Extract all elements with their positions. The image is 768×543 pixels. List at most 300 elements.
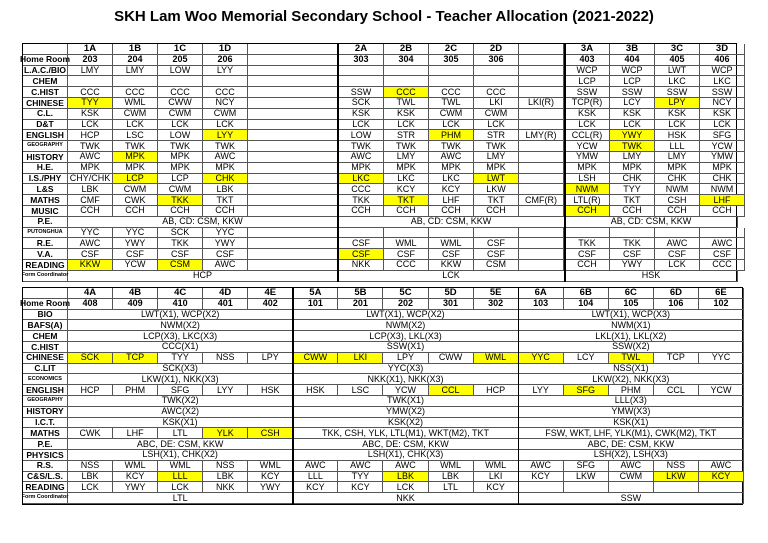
cell-gap <box>248 141 338 152</box>
teacher-cell: LLL <box>293 472 338 483</box>
teacher-cell: MPK <box>113 152 158 163</box>
teacher-cell: NWM <box>700 184 745 195</box>
subject-label: V.A. <box>23 249 68 260</box>
teacher-cell: LTL <box>158 428 203 439</box>
teacher-cell: LMY <box>474 152 519 163</box>
teacher-cell: LCK <box>339 120 384 131</box>
teacher-cell: LCK <box>655 260 700 271</box>
teacher-cell: LYY <box>203 130 248 141</box>
teacher-cell <box>519 109 564 120</box>
teacher-cell: YCW <box>113 260 158 271</box>
teacher-cell: AWC <box>700 238 745 249</box>
class-header-2a: 2A <box>339 44 384 55</box>
class-header-5b: 5B <box>338 288 383 299</box>
teacher-cell: CCH <box>113 206 158 217</box>
teacher-cell: CWW <box>429 353 474 364</box>
teacher-cell: LKI(R) <box>519 98 564 109</box>
teacher-cell: NKK <box>339 260 384 271</box>
teacher-cell: LPY <box>248 353 293 364</box>
teacher-cell: LBK <box>68 184 113 195</box>
teacher-cell: LCP <box>565 76 610 87</box>
shared-allocation: KSK(X1) <box>68 418 293 429</box>
subject-label: P.E. <box>23 439 68 450</box>
cell-gap <box>248 228 338 239</box>
teacher-cell: LCK <box>700 120 745 131</box>
subject-label: P.E. <box>23 217 68 228</box>
teacher-cell: LCK <box>158 120 203 131</box>
teacher-cell: YYC <box>519 353 564 364</box>
teacher-cell: LCK <box>429 120 474 131</box>
teacher-cell: LKC <box>339 174 384 185</box>
teacher-cell <box>339 66 384 77</box>
teacher-cell: LMY <box>113 66 158 77</box>
teacher-cell: LWT <box>474 174 519 185</box>
teacher-cell: TYY <box>610 184 655 195</box>
teacher-cell: TKK <box>565 238 610 249</box>
subject-label: CHEM <box>23 331 68 342</box>
teacher-cell: AWC <box>519 461 564 472</box>
cell-gap <box>248 120 338 131</box>
shared-allocation: LSH(X1), CHK(X3) <box>293 450 518 461</box>
subject-label: PHYSICS <box>23 450 68 461</box>
subject-label: L&S <box>23 184 68 195</box>
teacher-cell: CCH <box>474 206 519 217</box>
teacher-cell: STR <box>474 130 519 141</box>
shared-allocation: LWT(X1), WCP(X2) <box>68 310 293 321</box>
teacher-cell: LCY <box>564 353 609 364</box>
teacher-cell: TWK <box>610 141 655 152</box>
shared-allocation: NWM(X1) <box>519 320 744 331</box>
teacher-cell: CCH <box>565 260 610 271</box>
teacher-cell: WML <box>474 353 519 364</box>
teacher-cell: CMF <box>68 195 113 206</box>
teacher-cell <box>384 228 429 239</box>
teacher-cell <box>519 76 564 87</box>
class-header-4c: 4C <box>158 288 203 299</box>
subject-label: CHINESE <box>23 353 68 364</box>
teacher-cell: LCK <box>113 120 158 131</box>
teacher-cell: KCY <box>429 184 474 195</box>
teacher-cell: CSF <box>158 249 203 260</box>
teacher-cell: CCH <box>203 206 248 217</box>
teacher-cell: LHF <box>113 428 158 439</box>
teacher-cell: LCK <box>158 482 203 493</box>
teacher-cell: LYY <box>203 66 248 77</box>
teacher-cell: LCK <box>203 120 248 131</box>
shared-allocation: LTL <box>68 493 293 504</box>
teacher-cell: MPK <box>655 163 700 174</box>
teacher-cell: CCC <box>384 260 429 271</box>
teacher-cell: LYY <box>519 385 564 396</box>
teacher-cell: KSK <box>700 109 745 120</box>
shared-allocation: YMW(X3) <box>519 407 744 418</box>
teacher-cell: LYY <box>203 385 248 396</box>
home-room-number: 403 <box>565 55 610 66</box>
teacher-cell: TKT <box>203 195 248 206</box>
teacher-cell: AWC <box>429 152 474 163</box>
teacher-cell: WML <box>113 461 158 472</box>
teacher-cell: CSF <box>203 249 248 260</box>
subject-label: I.S./PHY <box>23 174 68 185</box>
teacher-cell <box>519 228 564 239</box>
teacher-cell: SSW <box>700 87 745 98</box>
shared-allocation: KSK(X2) <box>293 418 518 429</box>
teacher-cell: CSF <box>339 249 384 260</box>
teacher-cell: CCC <box>474 87 519 98</box>
shared-allocation: KSK(X1) <box>519 418 744 429</box>
teacher-cell <box>384 76 429 87</box>
teacher-cell: LCK <box>68 482 113 493</box>
teacher-cell: KCY <box>248 472 293 483</box>
shared-allocation: TWK(X2) <box>68 396 293 407</box>
teacher-cell: CSF <box>655 249 700 260</box>
teacher-cell: LLL <box>655 141 700 152</box>
teacher-cell: LOW <box>339 130 384 141</box>
home-room-number: 305 <box>429 55 474 66</box>
teacher-cell: CCH <box>610 206 655 217</box>
shared-allocation: ABC, DE: CSM, KKW <box>68 439 293 450</box>
class-header-5d: 5D <box>429 288 474 299</box>
teacher-cell: CCC <box>158 87 203 98</box>
shared-allocation: NKK <box>293 493 518 504</box>
teacher-cell: CWW <box>293 353 338 364</box>
page-title: SKH Lam Woo Memorial Secondary School - Teacher Allocation (2021-2022) <box>114 8 654 25</box>
shared-allocation: LSH(X2), LSH(X3) <box>519 450 744 461</box>
teacher-cell <box>474 76 519 87</box>
teacher-cell: LCK <box>383 482 428 493</box>
teacher-cell: KSK <box>384 109 429 120</box>
teacher-cell: MPK <box>113 163 158 174</box>
teacher-cell: LKW <box>564 472 609 483</box>
teacher-cell: KSK <box>655 109 700 120</box>
teacher-cell <box>429 66 474 77</box>
class-header-6d: 6D <box>654 288 699 299</box>
teacher-cell: KSK <box>339 109 384 120</box>
teacher-cell: HCP <box>68 130 113 141</box>
block-separator <box>564 44 566 282</box>
teacher-cell: CCH <box>68 206 113 217</box>
teacher-cell: YCW <box>699 385 744 396</box>
teacher-cell: LKC <box>655 76 700 87</box>
teacher-cell: CCH <box>339 206 384 217</box>
teacher-cell: TYY <box>68 98 113 109</box>
teacher-cell: WCP <box>610 66 655 77</box>
teacher-cell: CCH <box>700 206 745 217</box>
teacher-cell: TWK <box>384 141 429 152</box>
teacher-cell <box>519 174 564 185</box>
teacher-cell <box>339 228 384 239</box>
class-header-4b: 4B <box>113 288 158 299</box>
teacher-cell <box>158 76 203 87</box>
teacher-cell: CWM <box>158 184 203 195</box>
teacher-cell: WML <box>248 461 293 472</box>
teacher-cell: TKT <box>384 195 429 206</box>
teacher-cell: CSF <box>565 249 610 260</box>
teacher-cell: KCY <box>113 472 158 483</box>
teacher-cell: MPK <box>700 163 745 174</box>
teacher-cell: LPY <box>383 353 428 364</box>
teacher-cell <box>203 76 248 87</box>
subject-label: C.L. <box>23 109 68 120</box>
home-room-number: 104 <box>564 299 609 310</box>
shared-allocation: SCK(X3) <box>68 364 293 375</box>
teacher-cell <box>519 141 564 152</box>
teacher-cell: YMW <box>565 152 610 163</box>
teacher-cell: TYY <box>338 472 383 483</box>
teacher-cell: CSF <box>429 249 474 260</box>
teacher-cell: MPK <box>158 163 203 174</box>
teacher-cell <box>429 228 474 239</box>
shared-allocation: LSH(X1), CHK(X2) <box>68 450 293 461</box>
teacher-cell: CWM <box>113 109 158 120</box>
shared-allocation: CCC(X1) <box>68 342 293 353</box>
teacher-cell: LTL <box>429 482 474 493</box>
teacher-cell <box>655 228 700 239</box>
senior-forms-allocation-table <box>19 287 743 505</box>
teacher-cell: KSK <box>610 109 655 120</box>
teacher-cell: TWK <box>113 141 158 152</box>
teacher-cell: LKC <box>384 174 429 185</box>
teacher-cell: CHK <box>655 174 700 185</box>
teacher-cell: NSS <box>203 353 248 364</box>
home-room-label: Home Room <box>19 298 71 309</box>
subject-label: Form Coordinator <box>23 493 68 504</box>
teacher-cell: LCK <box>474 120 519 131</box>
class-header-2c: 2C <box>429 44 474 55</box>
teacher-cell: LKC <box>700 76 745 87</box>
teacher-cell: YWY <box>203 238 248 249</box>
teacher-cell: CCC <box>700 260 745 271</box>
teacher-cell: CCC <box>429 87 474 98</box>
teacher-cell: CCL <box>429 385 474 396</box>
teacher-cell: MPK <box>158 152 203 163</box>
teacher-cell: TKK <box>339 195 384 206</box>
teacher-cell <box>519 206 564 217</box>
cell-gap <box>248 66 338 77</box>
teacher-cell: CCC <box>203 87 248 98</box>
home-room-number: 409 <box>113 299 158 310</box>
teacher-cell: SSW <box>610 87 655 98</box>
home-room-number: 401 <box>203 299 248 310</box>
shared-allocation: HSK <box>565 271 738 282</box>
teacher-cell: TWL <box>609 353 654 364</box>
teacher-cell: MPK <box>68 163 113 174</box>
teacher-cell: KKW <box>68 260 113 271</box>
teacher-cell: LBK <box>383 472 428 483</box>
subject-label: C.HIST <box>23 87 68 98</box>
teacher-cell <box>654 482 699 493</box>
teacher-cell: SFG <box>564 461 609 472</box>
class-header-6a: 6A <box>519 288 564 299</box>
teacher-cell: SCK <box>339 98 384 109</box>
teacher-cell: LBK <box>203 472 248 483</box>
teacher-cell: LMY(R) <box>519 130 564 141</box>
class-header-6c: 6C <box>609 288 654 299</box>
teacher-cell: AWC <box>699 461 744 472</box>
home-room-number: 303 <box>339 55 384 66</box>
home-room-number: 205 <box>158 55 203 66</box>
teacher-cell: CCC <box>68 87 113 98</box>
teacher-cell: WCP <box>565 66 610 77</box>
teacher-cell: CCH <box>384 206 429 217</box>
subject-label: C&S/L.S. <box>23 472 68 483</box>
cell-gap <box>248 206 338 217</box>
teacher-cell: MPK <box>610 163 655 174</box>
subject-label: CHINESE <box>23 98 68 109</box>
teacher-cell: CSH <box>248 428 293 439</box>
home-room-number: 103 <box>519 299 564 310</box>
teacher-cell: AWC <box>203 260 248 271</box>
shared-allocation: LWT(X1), WCP(X3) <box>519 310 744 321</box>
subject-label: HISTORY <box>23 152 68 163</box>
class-header-3a: 3A <box>565 44 610 55</box>
teacher-cell <box>339 76 384 87</box>
teacher-cell: CSF <box>68 249 113 260</box>
teacher-cell: LCK <box>655 120 700 131</box>
subject-label: R.E. <box>23 238 68 249</box>
class-header-1b: 1B <box>113 44 158 55</box>
teacher-cell: LBK <box>203 184 248 195</box>
teacher-cell: PHM <box>609 385 654 396</box>
shared-allocation: LCP(X3), LKL(X3) <box>293 331 518 342</box>
teacher-cell: TWL <box>429 98 474 109</box>
teacher-cell: NCY <box>203 98 248 109</box>
class-header-4d: 4D <box>203 288 248 299</box>
home-room-label: Home Room <box>19 54 71 65</box>
class-header-3b: 3B <box>610 44 655 55</box>
teacher-cell: YYC <box>113 228 158 239</box>
teacher-cell: LSC <box>113 130 158 141</box>
teacher-cell: LMY <box>384 152 429 163</box>
home-room-number: 301 <box>429 299 474 310</box>
teacher-cell: TKK <box>158 238 203 249</box>
teacher-cell: WML <box>429 238 474 249</box>
teacher-cell <box>519 87 564 98</box>
teacher-cell: LWT <box>655 66 700 77</box>
teacher-cell: YWY <box>248 482 293 493</box>
class-header-6b: 6B <box>564 288 609 299</box>
subject-label: GEOGRAPHY <box>23 141 68 152</box>
teacher-cell: SSW <box>565 87 610 98</box>
teacher-cell <box>519 120 564 131</box>
teacher-cell: TWK <box>68 141 113 152</box>
teacher-cell <box>610 228 655 239</box>
teacher-cell: LOW <box>158 66 203 77</box>
teacher-cell: CWM <box>113 184 158 195</box>
teacher-cell: CCC <box>384 87 429 98</box>
teacher-cell <box>474 66 519 77</box>
class-header-4e: 4E <box>248 288 293 299</box>
teacher-cell: LCY <box>610 98 655 109</box>
shared-allocation: ABC, DE: CSM, KKW <box>293 439 518 450</box>
teacher-cell: MPK <box>339 163 384 174</box>
teacher-cell: AWC <box>338 461 383 472</box>
cell-gap <box>248 260 338 271</box>
shared-allocation: AB, CD: CSM, KKW <box>565 217 738 228</box>
teacher-cell: LKI <box>338 353 383 364</box>
teacher-cell <box>384 66 429 77</box>
teacher-cell: TWK <box>203 141 248 152</box>
teacher-cell: CWK <box>113 195 158 206</box>
teacher-cell: NSS <box>654 461 699 472</box>
subject-label: ENGLISH <box>23 130 68 141</box>
shared-allocation: YMW(X2) <box>293 407 518 418</box>
shared-allocation: LCP(X3), LKC(X3) <box>68 331 293 342</box>
shared-allocation: AB, CD: CSM, KKW <box>338 217 565 228</box>
subject-label: READING <box>23 260 68 271</box>
teacher-cell: CWM <box>609 472 654 483</box>
teacher-cell: CSF <box>610 249 655 260</box>
subject-label: C.LIT <box>23 364 68 375</box>
teacher-cell: CSF <box>474 238 519 249</box>
teacher-cell: AWC <box>383 461 428 472</box>
shared-allocation: FSW, WKT, LHF, YLK(M1), CWK(M2), TKT <box>519 428 744 439</box>
teacher-cell: LMY <box>655 152 700 163</box>
teacher-cell: CCL(R) <box>565 130 610 141</box>
cell-gap <box>248 87 338 98</box>
teacher-cell <box>519 66 564 77</box>
teacher-cell: KCY <box>474 482 519 493</box>
subject-label: MATHS <box>23 428 68 439</box>
teacher-cell: CCC <box>113 87 158 98</box>
teacher-cell: TCP <box>654 353 699 364</box>
shared-allocation: LKW(X1), NKK(X3) <box>68 374 293 385</box>
subject-label: GEOGRAPHY <box>23 396 68 407</box>
teacher-cell: LKI <box>474 472 519 483</box>
teacher-cell: SFG <box>158 385 203 396</box>
subject-label: L.A.C./BIO <box>23 65 67 76</box>
class-header-5e: 5E <box>474 288 519 299</box>
block-separator <box>518 288 520 504</box>
shared-allocation: NSS(X1) <box>519 364 744 375</box>
class-header-3c: 3C <box>655 44 700 55</box>
teacher-cell: TCP(R) <box>565 98 610 109</box>
teacher-cell: LLL <box>158 472 203 483</box>
teacher-cell: STR <box>384 130 429 141</box>
teacher-cell: CSF <box>384 249 429 260</box>
teacher-cell: LOW <box>158 130 203 141</box>
home-room-number: 304 <box>384 55 429 66</box>
teacher-cell: CCH <box>429 206 474 217</box>
teacher-cell: CCL <box>654 385 699 396</box>
teacher-cell: PHM <box>113 385 158 396</box>
teacher-cell: TYY <box>158 353 203 364</box>
class-header-2b: 2B <box>384 44 429 55</box>
home-room-number: 410 <box>158 299 203 310</box>
cell-gap <box>248 174 338 185</box>
teacher-cell: TKK <box>610 238 655 249</box>
teacher-cell: LSC <box>338 385 383 396</box>
cell-gap <box>248 98 338 109</box>
teacher-cell: LCK <box>565 120 610 131</box>
teacher-cell <box>609 482 654 493</box>
teacher-cell: LCP <box>113 174 158 185</box>
teacher-cell: CMF(R) <box>519 195 564 206</box>
teacher-cell: CSH <box>655 195 700 206</box>
teacher-cell: MPK <box>565 163 610 174</box>
teacher-cell: AWC <box>293 461 338 472</box>
teacher-cell: AWC <box>203 152 248 163</box>
shared-allocation: YYC(X3) <box>293 364 518 375</box>
teacher-cell: KCY <box>519 472 564 483</box>
teacher-cell: WML <box>158 461 203 472</box>
teacher-cell: KCY <box>293 482 338 493</box>
teacher-cell: MPK <box>203 163 248 174</box>
teacher-cell: WCP <box>700 66 745 77</box>
subject-label: CHEM <box>23 76 68 87</box>
shared-allocation: SSW(X1) <box>293 342 518 353</box>
subject-label: HISTORY <box>23 407 68 418</box>
